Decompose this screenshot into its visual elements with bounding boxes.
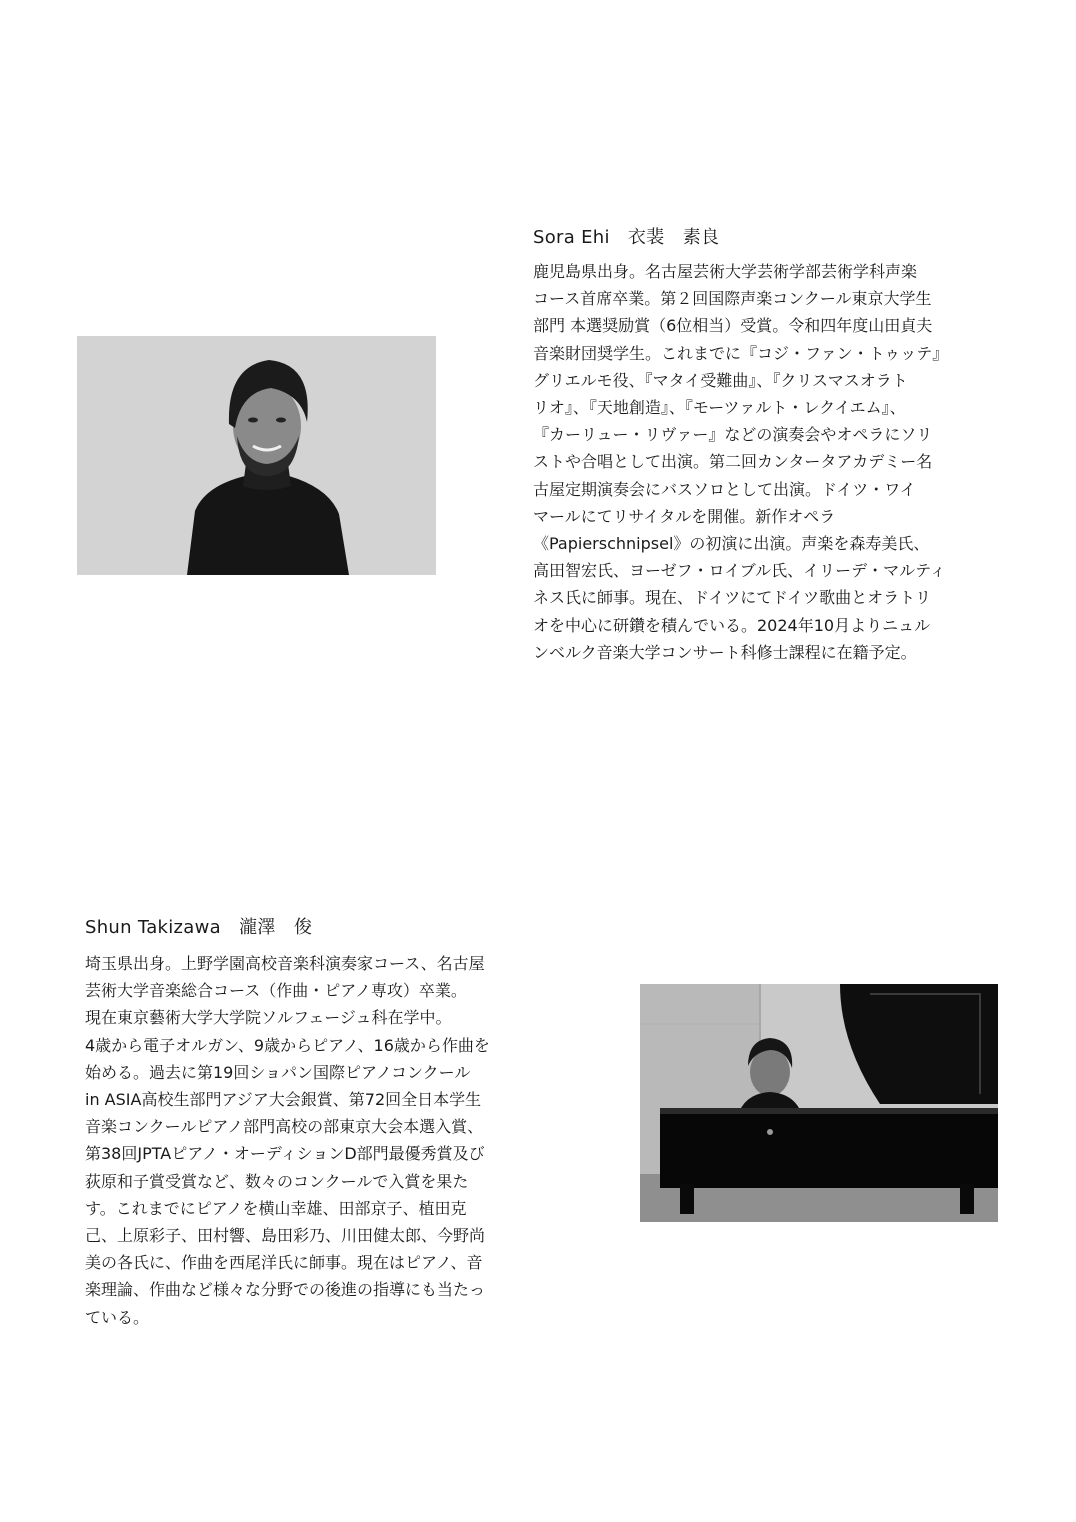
bio-line: マールにてリサイタルを開催。新作オペラ <box>533 506 836 526</box>
bio-line: 《Papierschnipsel》の初演に出演。声楽を森寿美氏、 <box>533 534 930 554</box>
portrait-photo-sora-ehi <box>77 336 436 575</box>
bio-line: 4歳から電子オルガン、9歳からピアノ、16歳から作曲を <box>85 1035 490 1055</box>
bio-line: ネス氏に師事。現在、ドイツにてドイツ歌曲とオラトリ <box>533 588 932 608</box>
bio-line: 己、上原彩子、田村響、島田彩乃、川田健太郎、今野尚 <box>85 1226 486 1246</box>
bio-text-shun-takizawa <box>85 950 490 1331</box>
bio-line: 始める。過去に第19回ショパン国際ピアノコンクール <box>85 1062 471 1082</box>
bio-line: 芸術大学音楽総合コース（作曲・ピアノ専攻）卒業。 <box>85 981 467 1001</box>
name-latin: Shun Takizawa <box>85 917 221 938</box>
bio-line: 音楽財団奨学生。これまでに『コジ・ファン・トゥッテ』 <box>533 343 949 363</box>
bio-line: グリエルモ役、『マタイ受難曲』、『クリスマスオラト <box>533 370 908 390</box>
bio-line: 部門 本選奨励賞（6位相当）受賞。令和四年度山田貞夫 <box>533 316 933 336</box>
profile-name-shun-takizawa <box>85 913 312 939</box>
bio-line: ている。 <box>85 1307 150 1327</box>
bio-line: ストや合唱として出演。第二回カンタータアカデミー名 <box>533 452 933 472</box>
bio-line: 鹿児島県出身。名古屋芸術大学芸術学部芸術学科声楽 <box>533 262 918 281</box>
bio-line: コース首席卒業。第２回国際声楽コンクール東京大学生 <box>533 289 932 309</box>
bio-line: 埼玉県出身。上野学園高校音楽科演奏家コース、名古屋 <box>85 954 485 973</box>
bio-line: 第38回JPTAピアノ・オーディションD部門最優秀賞及び <box>85 1144 485 1164</box>
pianist-photo-shun-takizawa <box>640 984 998 1222</box>
bio-line: ンベルク音楽大学コンサート科修士課程に在籍予定。 <box>533 642 917 662</box>
profile-name-sora-ehi <box>533 223 719 249</box>
bio-line: す。これまでにピアノを横山幸雄、田部京子、植田克 <box>85 1198 467 1218</box>
bio-line: 楽理論、作曲など様々な分野での後進の指導にも当たっ <box>85 1280 486 1300</box>
name-kanji: 瀧澤 俊 <box>239 917 313 938</box>
bio-line: 高田智宏氏、ヨーゼフ・ロイブル氏、イリーデ・マルティ <box>533 561 946 581</box>
bio-line: リオ』、『天地創造』、『モーツァルト・レクイエム』、 <box>533 398 906 418</box>
bio-line: in ASIA高校生部門アジア大会銀賞、第72回全日本学生 <box>85 1090 482 1110</box>
bio-line: 美の各氏に、作曲を西尾洋氏に師事。現在はピアノ、音 <box>85 1253 483 1273</box>
name-kanji: 衣裴 素良 <box>627 227 720 248</box>
bio-line: オを中心に研鑽を積んでいる。2024年10月よりニュル <box>533 615 931 635</box>
name-latin: Sora Ehi <box>533 227 610 248</box>
bio-text-sora-ehi <box>533 258 948 666</box>
bio-line: 音楽コンクールピアノ部門高校の部東京大会本選入賞、 <box>85 1117 484 1137</box>
bio-line: 『カーリュー・リヴァー』などの演奏会やオペラにソリ <box>533 425 933 445</box>
bio-line: 現在東京藝術大学大学院ソルフェージュ科在学中。 <box>85 1008 452 1028</box>
bio-line: 古屋定期演奏会にバスソロとして出演。ドイツ・ワイ <box>533 479 916 499</box>
bio-line: 荻原和子賞受賞など、数々のコンクールで入賞を果た <box>85 1171 469 1191</box>
